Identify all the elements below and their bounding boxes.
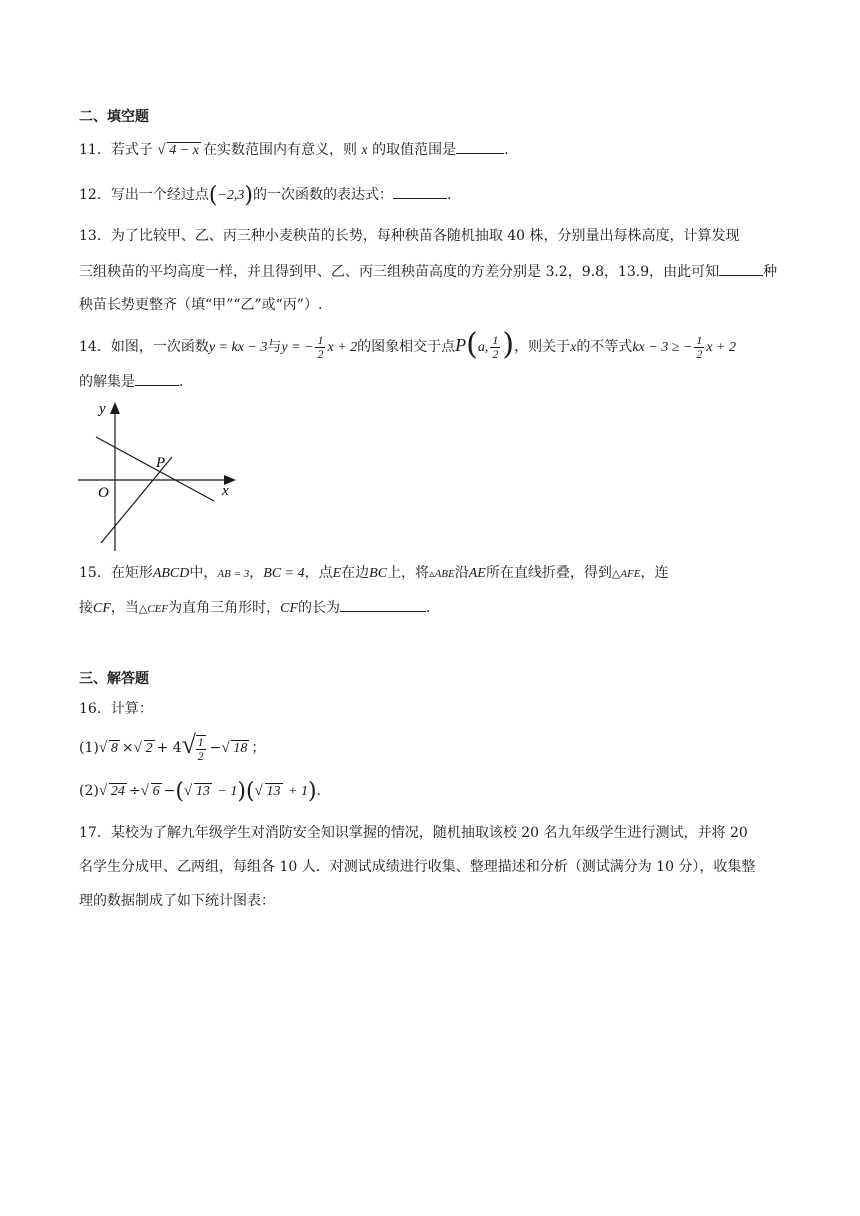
q12-text-2: 的一次函数的表达式： <box>252 187 393 203</box>
q14-point-p: P <box>455 335 467 355</box>
q14-function-2: y = − <box>281 340 314 355</box>
graph-label-y: y <box>99 401 106 417</box>
q12-answer-blank[interactable] <box>393 184 447 199</box>
q11-text-2: 在实数范围内有意义，则 <box>202 142 357 158</box>
q15-answer-blank[interactable] <box>340 597 426 612</box>
q14-function-graph <box>76 393 246 553</box>
q11-radical: √ 4 − x <box>157 142 199 158</box>
q11-text-3: 的取值范围是 <box>372 142 457 158</box>
question-16-part-2: (2) √ 24 ÷ √ 6 −( √ 13 − 1)( √ 13 + 1). <box>79 779 322 804</box>
question-17-line-2: 名学生分成甲、乙两组，每组各 10 人．对测试成绩进行收集、整理描述和分析（测试满分为 10 分），收集整 <box>79 859 756 875</box>
q14-fraction: $\frac{1}{2}$ <box>317 332 324 361</box>
graph-label-origin: O <box>98 485 109 501</box>
question-17-line-3: 理的数据制成了如下统计图表： <box>79 893 275 909</box>
question-13-line-1: 13．为了比较甲、乙、丙三种小麦秧苗的长势，每种秧苗各随机抽取 40 株，分别量出每株高度，计算发现 <box>79 228 740 244</box>
question-13-line-3: 秧苗长势更整齐（填“甲”“乙”或“丙”）. <box>79 297 323 313</box>
q14-number: 14． <box>79 339 111 355</box>
line-y-neg-half-x-plus-2 <box>96 437 214 501</box>
q12-number: 12． <box>79 187 111 203</box>
q11-answer-blank[interactable] <box>456 139 504 154</box>
question-12: 12．写出一个经过点(−2,3)的一次函数的表达式： . <box>79 183 452 208</box>
q12-point: −2,3 <box>217 188 245 203</box>
question-16-title: 16．计算： <box>79 701 153 717</box>
q14-answer-blank[interactable] <box>135 371 179 386</box>
graph-label-p: P <box>156 455 166 471</box>
question-15-line-2: 接CF，当△CEF为直角三角形时，CF的长为 . <box>79 597 790 619</box>
q13-answer-blank[interactable] <box>719 261 763 276</box>
question-16-part-1: (1) √ 8 × √ 2 + 4 √ $\frac{1}{2}$ − √ 18 ； <box>79 729 266 763</box>
q11-text: 若式子 <box>110 142 153 158</box>
q14-function-1: y = kx − 3 <box>208 340 268 355</box>
graph-label-x: x <box>222 483 229 499</box>
q11-number: 11． <box>79 142 111 158</box>
question-13-line-2: 三组秧苗的平均高度一样，并且得到甲、乙、丙三组秧苗高度的方差分别是 3.2，9.8，13.9，由此可知 种 <box>79 261 790 282</box>
question-14: 14．如图，一次函数y = kx − 3与y = − $\frac{1}{2}$ x + 2的图象相交于点P(a, $\frac{1}{2}$ )，则关于x的不等式kx − 3 ≥ − $\frac{1}{2}$ x + 2 <box>79 327 736 362</box>
question-11: 11．若式子 √ 4 − x 在实数范围内有意义，则 x 的取值范围是 . <box>79 139 790 161</box>
q15-number: 15． <box>79 565 111 581</box>
section-title-solve: 三、解答题 <box>79 671 149 687</box>
question-17-line-1: 17．某校为了解九年级学生对消防安全知识掌握的情况，随机抽取该校 20 名九年级学生进行测试，并将 20 <box>79 825 748 841</box>
q11-variable: x <box>361 143 368 158</box>
section-title-fill-in: 二、填空题 <box>79 109 149 125</box>
y-axis-arrow-icon <box>110 402 120 414</box>
q14-inequality: kx − 3 ≥ − <box>632 340 693 355</box>
question-15: 15．在矩形ABCD中，AB = 3，BC = 4，点E在边BC上，将▵ABE沿AE所在直线折叠，得到△AFE，连 <box>79 565 669 581</box>
q12-text: 写出一个经过点 <box>110 187 209 203</box>
question-14-line-2: 的解集是 . <box>79 371 790 392</box>
